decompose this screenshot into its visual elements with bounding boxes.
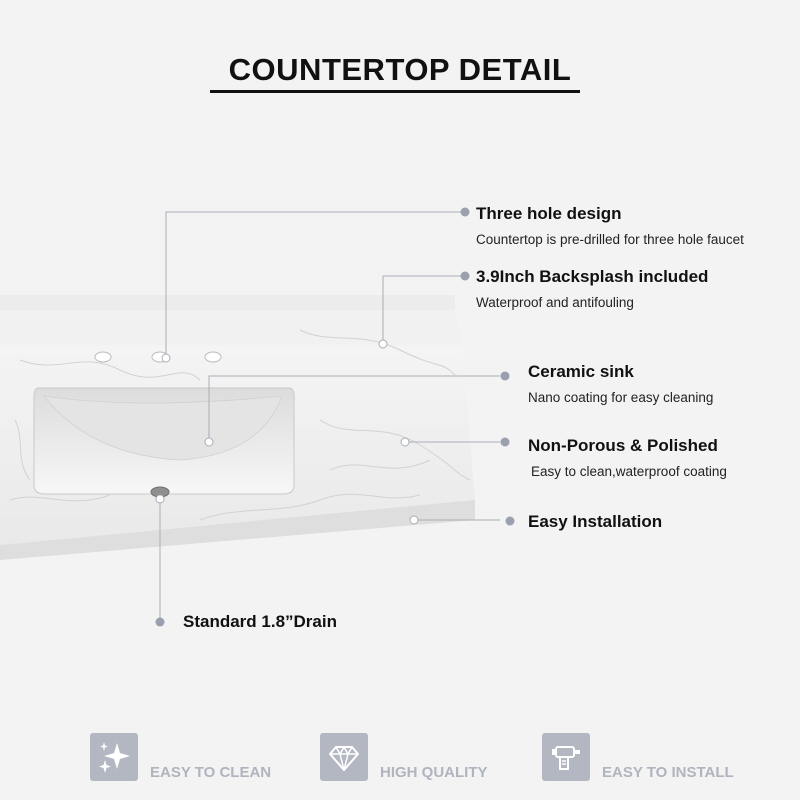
- callout-install: [528, 512, 662, 532]
- callout-ceramic: [528, 362, 713, 405]
- backsplash-front: [0, 310, 462, 345]
- faucet-hole-right: [205, 352, 221, 362]
- dot-ceramic: [501, 372, 510, 381]
- drill-icon: [542, 733, 590, 781]
- badge-easy-to-clean: [90, 733, 271, 781]
- badge-easy-to-clean-label: EASY TO CLEAN: [150, 763, 272, 781]
- faucet-hole-left: [95, 352, 111, 362]
- callout-three-hole-desc: Countertop is pre-drilled for three hole faucet: [476, 232, 744, 247]
- marker-backsplash: [379, 340, 387, 348]
- dot-backsplash: [461, 272, 470, 281]
- callout-drain: [183, 612, 337, 632]
- callout-ceramic-title: Ceramic sink: [528, 362, 634, 381]
- callout-backsplash: [476, 267, 708, 310]
- badge-high-quality-label: HIGH QUALITY: [380, 763, 488, 781]
- marker-three-hole: [162, 354, 170, 362]
- callout-nonporous-title: Non-Porous & Polished: [528, 436, 718, 455]
- marker-ceramic: [205, 438, 213, 446]
- callout-ceramic-desc: Nano coating for easy cleaning: [528, 390, 714, 405]
- callout-three-hole: [476, 204, 744, 247]
- backsplash: [0, 295, 455, 310]
- marker-drain: [156, 495, 164, 503]
- callout-three-hole-title: Three hole design: [476, 204, 622, 223]
- marker-install: [410, 516, 418, 524]
- badge-easy-to-install-label: EASY TO INSTALL: [602, 763, 734, 781]
- callout-backsplash-desc: Waterproof and antifouling: [476, 295, 634, 310]
- badge-easy-to-install: [542, 733, 734, 781]
- sparkle-icon: [90, 733, 138, 781]
- dot-three-hole: [461, 208, 470, 217]
- page-title: COUNTERTOP DETAIL: [228, 52, 572, 87]
- badge-high-quality: [320, 733, 488, 781]
- dot-nonporous: [501, 438, 510, 447]
- dot-install: [506, 517, 515, 526]
- callout-nonporous: [528, 436, 727, 479]
- callout-backsplash-title: 3.9Inch Backsplash included: [476, 267, 709, 286]
- marker-nonporous: [401, 438, 409, 446]
- callout-nonporous-desc: Easy to clean,waterproof coating: [531, 464, 727, 479]
- dot-drain: [156, 618, 165, 627]
- callout-install-title: Easy Installation: [528, 512, 663, 531]
- diamond-icon: [320, 733, 368, 781]
- callout-drain-title: Standard 1.8”Drain: [183, 612, 337, 631]
